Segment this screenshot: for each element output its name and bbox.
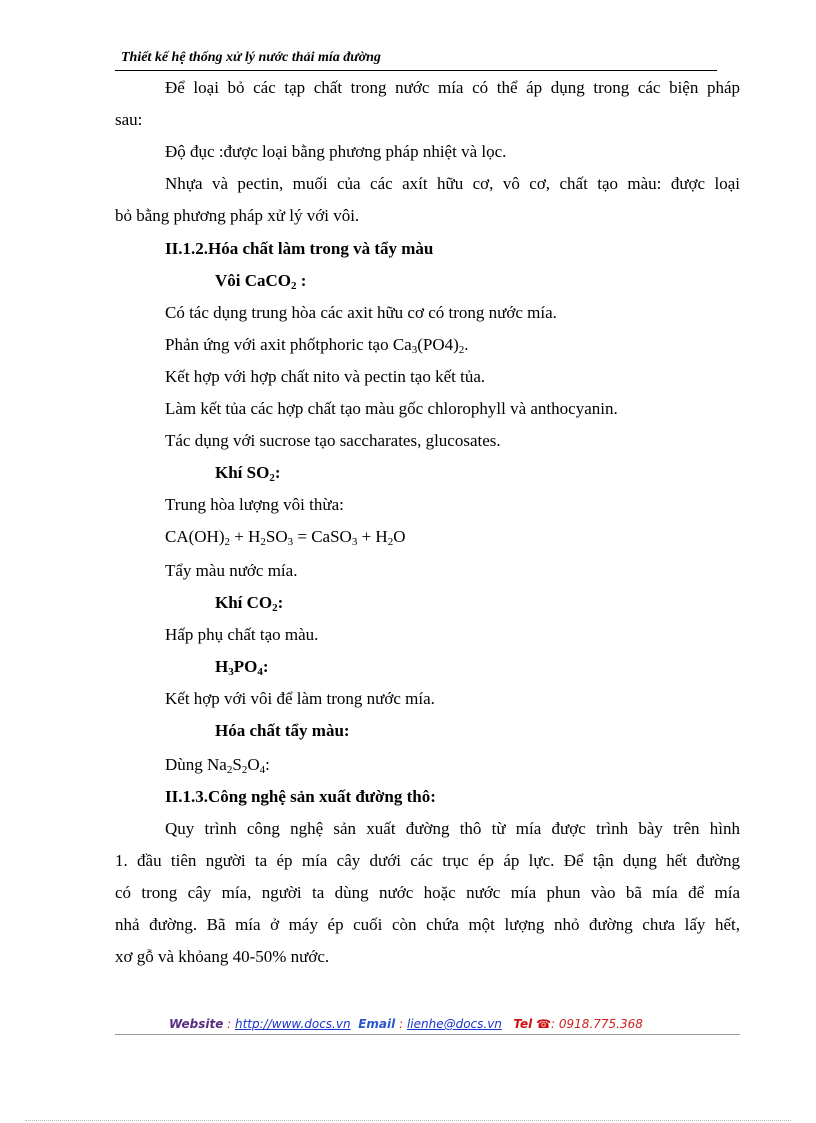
paragraph-line: Kết hợp với vôi để làm trong nước mía.: [165, 689, 435, 708]
page-footer: [115, 1016, 740, 1035]
subheading-bleach: Hóa chất tẩy màu:: [215, 721, 350, 740]
label-colon: :: [262, 657, 269, 676]
paragraph-line: có trong cây mía, người ta dùng nước hoặc nước mía phun vào bã mía để mía: [115, 883, 740, 902]
paragraph-line: Có tác dụng trung hòa các axit hữu cơ có trong nước mía.: [165, 303, 557, 322]
paragraph-line: Độ đục :được loại bằng phương pháp nhiệt và lọc.: [165, 142, 507, 161]
paragraph-line: sau:: [115, 110, 143, 129]
phone-icon: ☎: [536, 1017, 552, 1031]
separator: :: [395, 1017, 407, 1031]
website-link[interactable]: http://www.docs.vn: [235, 1017, 351, 1031]
paragraph-line: Tẩy màu nước mía.: [165, 561, 298, 580]
subscript: 2: [224, 536, 230, 548]
label-text: Khí SO: [215, 463, 270, 482]
label-colon: :: [296, 271, 307, 290]
eq-part: O: [393, 527, 406, 546]
label-text: Khí CO: [215, 593, 273, 612]
footer-contact: [169, 1017, 643, 1031]
paragraph-line: Quy trình công nghệ sản xuất đường thô từ mía được trình bày trên hình: [165, 819, 740, 838]
label-colon: :: [274, 463, 281, 482]
separator: :: [551, 1017, 559, 1031]
separator: :: [223, 1017, 235, 1031]
page-bottom-divider: [25, 1120, 791, 1121]
subscript: 2: [272, 602, 278, 614]
text: Dùng Na: [165, 755, 227, 774]
label-text: PO: [233, 657, 258, 676]
label-text: H: [215, 657, 229, 676]
subscript: 2: [260, 536, 266, 548]
text: :: [265, 755, 270, 774]
paragraph-line: [165, 754, 270, 776]
paragraph-line: Kết hợp với hợp chất nito và pectin tạo kết tủa.: [165, 367, 486, 386]
subscript: 2: [269, 472, 275, 484]
eq-part: = CaSO: [293, 527, 352, 546]
text: O: [247, 755, 260, 774]
subscript: 2: [241, 764, 248, 776]
subheading-h3po4: [215, 656, 269, 678]
paragraph-line: Làm kết tủa các hợp chất tạo màu gốc chlorophyll và anthocyanin.: [165, 399, 618, 418]
page-header: [115, 48, 717, 71]
chemical-equation: [165, 526, 405, 548]
subscript: 4: [259, 764, 266, 776]
subscript: 3: [351, 536, 358, 548]
paragraph-line: Tác dụng với sucrose tạo saccharates, glucosates.: [165, 431, 501, 450]
tel-value: 0918.775.368: [558, 1017, 643, 1031]
subheading-co2: [215, 592, 283, 614]
paragraph-line: Hấp phụ chất tạo màu.: [165, 625, 319, 644]
paragraph-line: [165, 334, 469, 356]
email-label: Email: [358, 1017, 396, 1031]
tel-label: Tel: [513, 1017, 533, 1031]
eq-part: + H: [357, 527, 388, 546]
subscript: 3: [228, 666, 234, 678]
paragraph-line: Để loại bỏ các tạp chất trong nước mía có thể áp dụng trong các biện pháp: [165, 78, 740, 97]
subscript: 2: [387, 536, 394, 548]
header-title: Thiết kế hệ thống xử lý nước thải mía đường: [121, 50, 381, 65]
text: .: [464, 335, 469, 354]
subheading-so2: [215, 462, 281, 484]
paragraph-line: Trung hòa lượng vôi thừa:: [165, 495, 344, 514]
subheading-lime: [215, 270, 306, 292]
text: S: [232, 755, 242, 774]
paragraph-line: nhả đường. Bã mía ở máy ép cuối còn chứa một lượng nhỏ đường chưa lấy hết,: [115, 915, 740, 934]
label-text: Vôi CaCO: [215, 271, 292, 290]
eq-part: CA(OH): [165, 527, 225, 546]
eq-part: + H: [230, 527, 261, 546]
subscript: 4: [257, 666, 263, 678]
subscript: 2: [291, 280, 297, 292]
paragraph-line: bỏ bằng phương pháp xử lý với vôi.: [115, 206, 360, 225]
paragraph-line: 1. đầu tiên người ta ép mía cây dưới các trục ép áp lực. Để tận dụng hết đường: [115, 851, 740, 870]
subscript: 3: [287, 536, 294, 548]
paragraph-line: Nhựa và pectin, muối của các axít hữu cơ, vô cơ, chất tạo màu: được loại: [165, 174, 740, 193]
eq-part: SO: [265, 527, 288, 546]
paragraph-line: xơ gỗ và khỏang 40-50% nước.: [115, 947, 330, 966]
subscript: 2: [458, 344, 465, 356]
subscript: 2: [226, 764, 233, 776]
section-heading: II.1.3.Công nghệ sản xuất đường thô:: [165, 787, 436, 806]
label-colon: :: [277, 593, 284, 612]
website-label: Website: [169, 1017, 224, 1031]
text: (PO4): [417, 335, 459, 354]
email-link[interactable]: lienhe@docs.vn: [406, 1017, 502, 1031]
section-heading: II.1.2.Hóa chất làm trong và tẩy màu: [165, 239, 434, 258]
text: Phản ứng với axit phốtphoric tạo Ca: [165, 335, 412, 354]
subscript: 3: [411, 344, 418, 356]
